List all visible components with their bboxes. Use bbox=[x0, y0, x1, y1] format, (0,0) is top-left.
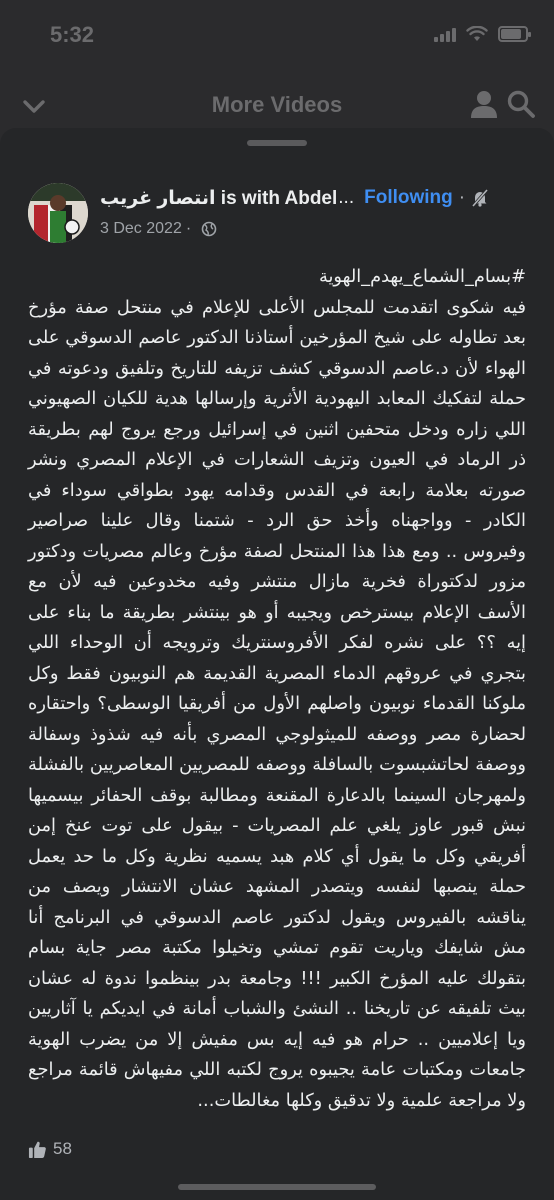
nav-title: More Videos bbox=[211, 92, 343, 117]
following-button[interactable]: Following bbox=[364, 187, 453, 208]
avatar-image bbox=[28, 183, 88, 243]
avatar[interactable] bbox=[28, 183, 88, 243]
author-ellipsis: ... bbox=[338, 187, 355, 208]
notification-off-icon[interactable] bbox=[471, 189, 489, 207]
post-sheet bbox=[0, 128, 554, 1200]
cellular-signal-icon bbox=[434, 26, 456, 42]
search-icon[interactable] bbox=[506, 89, 536, 119]
battery-icon bbox=[498, 26, 528, 42]
post-body bbox=[28, 262, 526, 1116]
post-date[interactable]: 3 Dec 2022 bbox=[100, 220, 182, 237]
post-text: فيه شكوى اتقدمت للمجلس الأعلى للإعلام في منتحل صفة مؤرخ بعد تطاوله على شيخ المؤرخين أستاذنا الدكتور عاصم الدسوقي على الهواء لأن د.عاصم الدسوقي كشف تزيفه للتاريخ وتلفيق ودعوته في حملة لتفكيك المعابد اليهودية الأثرية وإرسالها هدية للكيان الصهيوني اللي زاره ودخل متحفين اثنين في إسرائيل ورجع يروج لهم بطريقة ذر الرماد في العيون وتزيف الشعارات في الإعلام المصري ونشر صورته بعلامة رابعة في القدس وقدامه يهود بطواقي سوداء في الكادر - وواجهناه وأخذ حق الرد - شتمنا وقال علينا صراصير وفيروس .. ومع هذا هذا المنتحل لصفة مؤرخ وعالم مصريات ودكتور مزور لدكتوراة فخرية مازال منتشر وفيه مخدوعين فيه لأن مع الأسف الإعلام بيسترخص ويجيبه أو هو بينتشر بطريقة ما بناء على إيه ؟؟ على نشره لفكر الأفروسنتريك وترويجه أن الوحداء اللي بتجري في عروقهم الدماء المصرية القديمة هم النوبيون فقط وكل ملوكنا القدماء نوبيون واصلهم الأول من أفريقيا الوسطى؟ واحتقاره لحضارة مصر ووصفه للميثولوجي المصري بأنه فيه شذوذ وسفالة ووصفة لحاتشبسوت بالسافلة ووصفه للمصريين المعاصريين بالفشلة ولمهرجان السينما بالدعارة المقنعة ومطالبة بوقف الحفائر بيسميها نبش قبور عاوز يلغي علم المصريات - بيقول على توت عنخ إمن أفريقي وكل ما يقول أي كلام هبد يسميه نظرية وكل ما حد يعمل حملة ينصبها لنفسه ويتصدر المشهد عشان الانتشار ويصف من يناقشه بالفيروس ويقول لدكتور عاصم الدسوقي في البرنامج أنا مش شايفك وياريت تقوم تمشي وتخيلوا مكتبة مصر جاية بسام بتقولك عليه المؤرخ الكبير !!! وجامعة بدر بينظموا ندوة له عشان بيث تلفيقه عن تاريخنا .. النشئ والشباب أمانة في ايديكم يا آثاريين ويا إعلاميين .. حرام هو فيه إيه بس مفيش إلا من يضرب الهوية جامعات ومكتبات عامة يجيبوه يروج لكتبه اللي مفيهاش قائمة مراجع ولا مراجعة علمية ولا تدقيق وكلها مغالطات... bbox=[28, 296, 526, 1111]
reactions-bar[interactable] bbox=[28, 1139, 72, 1159]
status-icons bbox=[434, 26, 528, 42]
person-icon[interactable] bbox=[470, 89, 498, 119]
date-separator: · bbox=[185, 220, 192, 237]
globe-icon bbox=[201, 221, 217, 237]
post-hashtag[interactable]: #بسام_الشماع_يهدم_الهوية bbox=[318, 266, 526, 287]
author-line bbox=[100, 184, 526, 212]
top-nav bbox=[0, 84, 554, 128]
post-header bbox=[28, 180, 526, 250]
thumbs-up-icon bbox=[28, 1140, 47, 1159]
wifi-icon bbox=[466, 26, 488, 42]
author-name[interactable]: انتصار غريب is with Abdel bbox=[100, 187, 338, 209]
separator-dot: · bbox=[458, 187, 466, 208]
reaction-count: 58 bbox=[53, 1139, 72, 1158]
post-meta bbox=[100, 220, 217, 238]
status-time: 5:32 bbox=[50, 22, 95, 47]
sheet-drag-handle[interactable] bbox=[247, 140, 307, 146]
status-bar bbox=[0, 0, 554, 70]
home-indicator bbox=[178, 1184, 376, 1190]
